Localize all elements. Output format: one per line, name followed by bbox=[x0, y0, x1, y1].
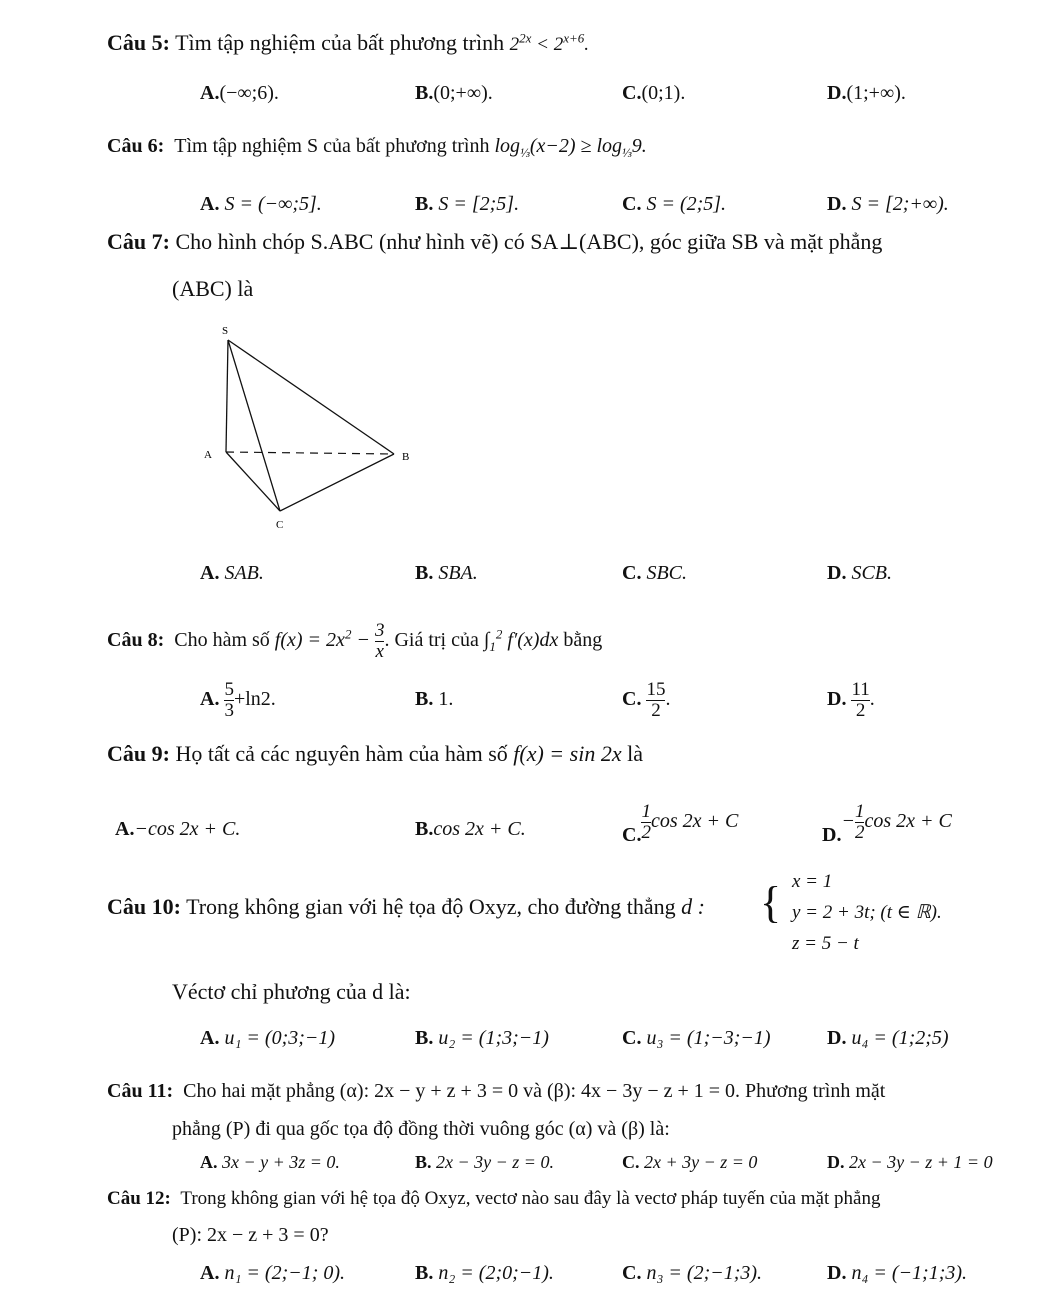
q7-option-d[interactable]: D. SCB. bbox=[827, 562, 893, 584]
q9-option-d[interactable]: D.− $\frac{1}{2}$ cos 2x + C bbox=[822, 801, 952, 847]
q5-option-a[interactable]: A.(−∞;6). bbox=[200, 82, 279, 104]
vertex-b-label: B bbox=[402, 451, 410, 463]
q11-option-c[interactable]: C. 2x + 3y − z = 0 bbox=[622, 1152, 758, 1172]
q12-option-b[interactable]: B. n₂ = (2;0;−1). bbox=[415, 1262, 554, 1284]
q5-stem bbox=[107, 30, 589, 56]
pyramid-figure bbox=[190, 318, 430, 538]
q5-expr: $2^{2x} < 2^{x+6}$. bbox=[509, 30, 590, 55]
q7-option-b[interactable]: B. SBA. bbox=[415, 562, 478, 584]
q11-option-a[interactable]: A. 3x − y + 3z = 0. bbox=[200, 1152, 340, 1172]
q11-stem-line2: phẳng (P) đi qua gốc tọa độ đồng thời vuông góc (α) và (β) là: bbox=[172, 1118, 670, 1140]
q10-system bbox=[792, 866, 942, 959]
q8-stem bbox=[107, 621, 602, 662]
q7-stem bbox=[107, 229, 882, 255]
q8-option-c[interactable]: C. $\frac{15}{2}$ . bbox=[622, 679, 671, 721]
q11-stem bbox=[107, 1080, 885, 1103]
q6-label: Câu 6: bbox=[107, 135, 165, 157]
q10-text: Trong không gian với hệ tọa độ Oxyz, cho đường thẳng bbox=[186, 894, 676, 919]
edge-sc bbox=[228, 340, 280, 511]
q6-text: Tìm tập nghiệm S của bất phương trình bbox=[174, 135, 490, 157]
q9-expr: f(x) = sin 2x bbox=[513, 741, 622, 766]
q10-eq-z: z = 5 − t bbox=[792, 933, 859, 954]
q9-option-a[interactable]: A.−cos 2x + C. bbox=[115, 818, 241, 840]
q6-option-b[interactable]: B. S = [2;5]. bbox=[415, 193, 520, 215]
q7-option-a[interactable]: A. SAB. bbox=[200, 562, 264, 584]
q8-text3: bằng bbox=[563, 629, 603, 652]
vertex-a-label: A bbox=[204, 449, 212, 461]
q5-label: Câu 5: bbox=[107, 30, 170, 55]
q8-text: Cho hàm số bbox=[174, 629, 270, 652]
q12-option-d[interactable]: D. n₄ = (−1;1;3). bbox=[827, 1262, 968, 1284]
q10-option-a[interactable]: A. u₁ = (0;3;−1) bbox=[200, 1027, 336, 1049]
q10-stem: Câu 10: Trong không gian với hệ tọa độ Oxyz, cho đường thẳng d : bbox=[107, 894, 705, 919]
q8-option-b[interactable]: B. 1. bbox=[415, 688, 454, 710]
q9-text: Họ tất cả các nguyên hàm của hàm số bbox=[175, 741, 508, 766]
q5-option-d[interactable]: D.(1;+∞). bbox=[827, 82, 906, 104]
edge-ab-hidden bbox=[226, 452, 394, 454]
q7-label: Câu 7: bbox=[107, 229, 170, 254]
q7-stem-line2: (ABC) là bbox=[172, 276, 254, 301]
q12-option-a[interactable]: A. n₁ = (2;−1; 0). bbox=[200, 1262, 346, 1284]
q10-stem-line2: Véctơ chỉ phương của d là: bbox=[172, 979, 411, 1004]
q6-option-d[interactable]: D. S = [2;+∞). bbox=[827, 193, 949, 215]
q10-eq-x: x = 1 bbox=[792, 871, 833, 892]
q9-option-b[interactable]: B.cos 2x + C. bbox=[415, 818, 526, 840]
q10-option-d[interactable]: D. u₄ = (1;2;5) bbox=[827, 1027, 949, 1049]
edge-sb bbox=[228, 340, 394, 454]
q11-text: Cho hai mặt phẳng (α): 2x − y + z + 3 = 0 và (β): 4x − 3y − z + 1 = 0. Phương trình mặt bbox=[183, 1080, 886, 1102]
q6-option-c[interactable]: C. S = (2;5]. bbox=[622, 193, 727, 215]
q6-stem bbox=[107, 135, 647, 161]
q11-option-d[interactable]: D. 2x − 3y − z + 1 = 0 bbox=[827, 1152, 993, 1172]
q6-expr: $\log_{\frac{1}{3}}(x-2) \ge \log_{\frac{1}{3}}9$. bbox=[494, 135, 647, 160]
q10-option-b[interactable]: B. u₂ = (1;3;−1) bbox=[415, 1027, 549, 1049]
vertex-c-label: C bbox=[276, 519, 284, 531]
q12-option-c[interactable]: C. n₃ = (2;−1;3). bbox=[622, 1262, 763, 1284]
q12-stem-line2: (P): 2x − z + 3 = 0? bbox=[172, 1224, 329, 1246]
q8-func: $f(x) = 2x^2$ − $\frac{3}{x}$ bbox=[274, 620, 385, 662]
edge-sa bbox=[226, 340, 228, 452]
q5-option-c[interactable]: C.(0;1). bbox=[622, 82, 686, 104]
q8-option-d[interactable]: D. $\frac{11}{2}$ . bbox=[827, 679, 875, 721]
q8-integral: $\int_1^2$ f′(x)dx bbox=[483, 626, 559, 655]
q8-label: Câu 8: bbox=[107, 629, 165, 652]
q5-text: Tìm tập nghiệm của bất phương trình bbox=[175, 30, 505, 55]
q10-label: Câu 10: bbox=[107, 894, 181, 919]
q12-text: Trong không gian với hệ tọa độ Oxyz, vectơ nào sau đây là vectơ pháp tuyến của mặt phẳng bbox=[180, 1188, 881, 1209]
q8-option-a[interactable]: A. $\frac{5}{3}$ +ln2. bbox=[200, 679, 276, 721]
edge-ac bbox=[226, 452, 280, 511]
q9-text2: là bbox=[627, 741, 643, 766]
q10-eq-y: y = 2 + 3t; (t ∈ ℝ). bbox=[792, 902, 942, 923]
vertex-s-label: S bbox=[222, 325, 229, 337]
q9-option-c[interactable]: C. $\frac{1}{2}$ cos 2x + C bbox=[622, 801, 739, 847]
q12-stem bbox=[107, 1188, 880, 1210]
q6-option-a[interactable]: A. S = (−∞;5]. bbox=[200, 193, 322, 215]
q11-label: Câu 11: bbox=[107, 1080, 174, 1102]
q9-stem bbox=[107, 741, 643, 767]
q5-option-b[interactable]: B.(0;+∞). bbox=[415, 82, 493, 104]
q10-option-c[interactable]: C. u₃ = (1;−3;−1) bbox=[622, 1027, 771, 1049]
q12-label: Câu 12: bbox=[107, 1188, 171, 1209]
q9-label: Câu 9: bbox=[107, 741, 170, 766]
q8-text2: . Giá trị của bbox=[384, 629, 479, 652]
q7-text: Cho hình chóp S.ABC (như hình vẽ) có SA⊥(ABC), góc giữa SB và mặt phẳng bbox=[175, 229, 883, 254]
q11-option-b[interactable]: B. 2x − 3y − z = 0. bbox=[415, 1152, 554, 1172]
edge-bc bbox=[280, 454, 394, 511]
q7-option-c[interactable]: C. SBC. bbox=[622, 562, 688, 584]
q10-system-brace: { bbox=[760, 878, 782, 927]
